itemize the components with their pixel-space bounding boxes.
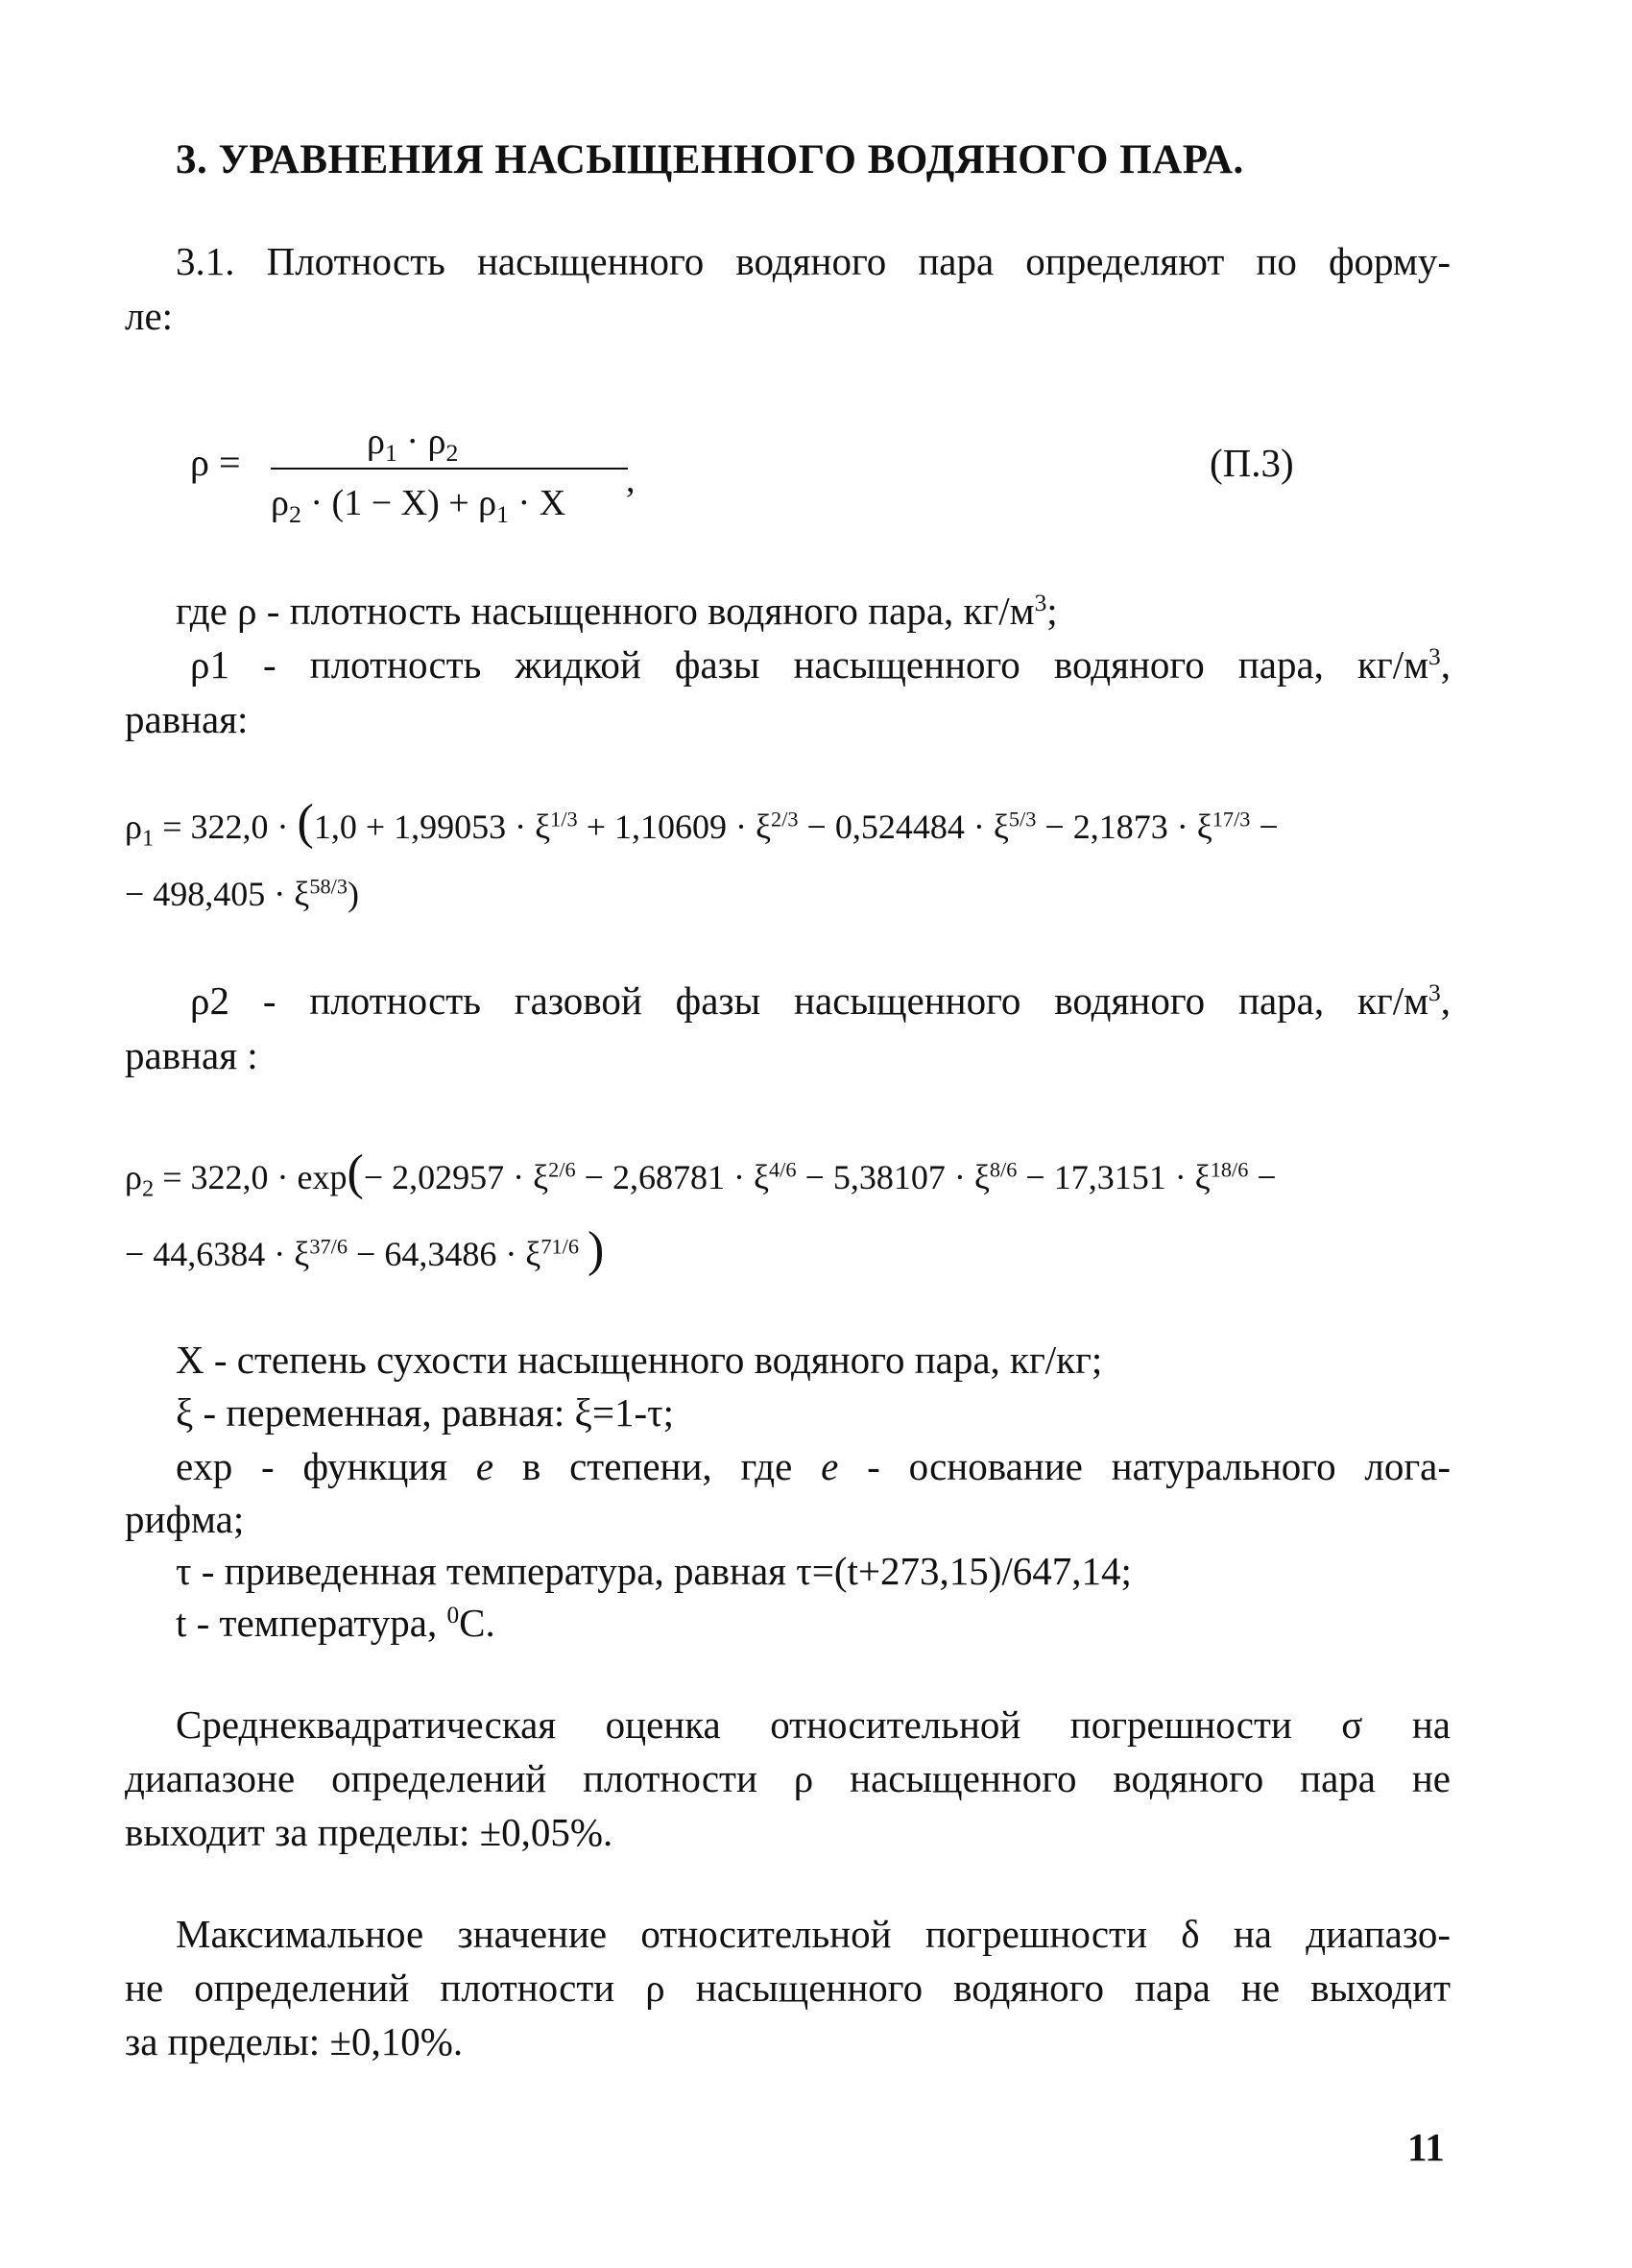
page-number: 11 — [1407, 2125, 1445, 2169]
definition-X: X - степень сухости насыщенного водяного пара, кг/кг; — [176, 1338, 1103, 1382]
paragraph-3-1-line-1: 3.1. Плотность насыщенного водяного пара определяют по форму- — [176, 239, 1451, 283]
paragraph-3-1-line-2: ле: — [125, 294, 174, 338]
formula-p3-numerator: $\rho_1 \cdot \rho_2$ — [367, 422, 459, 467]
paragraph-sigma-line-1: Среднеквадратическая оценка относительной погрешности σ на — [176, 1702, 1451, 1747]
equation-rho1-line-1: $\rho_1 = 322,0 \cdot (1,0 + 1,99053 \cdot \xi^{1/3} + 1,10609 \cdot \xi^{2/3} - 0,524484 \cdot \xi^{5/3} - 2,1873 \cdot \xi^{17/3}$ − — [125, 795, 1279, 852]
paragraph-sigma-line-2: диапазоне определений плотности ρ насыщенного водяного пара не — [125, 1756, 1451, 1800]
definition-xi: ξ - переменная, равная: ξ=1-τ; — [176, 1390, 674, 1435]
definition-rho: где ρ - плотность насыщенного водяного пара, $кг/м^3$; — [176, 589, 1058, 633]
formula-p3-lhs: ρ = — [190, 441, 241, 484]
equation-rho2-line-1: $\rho_2 = 322,0 \cdot \exp(- 2,02957 \cdot \xi^{2/6} - 2,68781 \cdot \xi^{4/6} - 5,38107 \cdot \xi^{8/6} - 17,3151 \cdot \xi^{18/6}$ − — [125, 1146, 1277, 1202]
definition-t: t - температура, $^0$С. — [176, 1601, 495, 1645]
definition-rho2-line-1: ρ2 - плотность газовой фазы насыщенного водяного пара, $кг/м^3$, — [190, 978, 1451, 1023]
definition-rho1-line-1: ρ1 - плотность жидкой фазы насыщенного водяного пара, $кг/м^3$, — [190, 642, 1451, 687]
equation-rho2-line-2: − $44,6384 \cdot \xi^{37/6} - 64,3486 \cdot \xi^{71/6}$ ) — [125, 1222, 605, 1277]
paragraph-delta-line-2: не определений плотности ρ насыщенного водяного пара не выходит — [125, 1966, 1451, 2010]
definition-tau: τ - приведенная температура, равная τ=(t+273,15)/647,14; — [176, 1549, 1132, 1593]
formula-p3-label: (П.3) — [1210, 441, 1294, 485]
fraction-bar — [271, 468, 628, 470]
definition-rho2-line-2: равная : — [125, 1033, 258, 1077]
paragraph-delta-line-1: Максимальное значение относительной погрешности δ на диапазо- — [176, 1912, 1451, 1956]
paragraph-delta-line-3: за пределы: ±0,10%. — [125, 2019, 464, 2063]
paragraph-sigma-line-3: выходит за пределы: ±0,05%. — [125, 1810, 613, 1854]
definition-rho1-line-2: равная: — [125, 697, 249, 741]
equation-rho1-line-2: − $498,405 \cdot \xi^{58/3}$) — [125, 874, 360, 913]
formula-p3-denominator: $\rho_2 \cdot (1 - X) + \rho_1 \cdot X$ — [271, 483, 566, 528]
section-heading: 3. УРАВНЕНИЯ НАСЫЩЕННОГО ВОДЯНОГО ПАРА. — [176, 137, 1244, 182]
definition-exp-line-2: рифма; — [125, 1497, 245, 1541]
formula-p3-comma: , — [626, 460, 636, 500]
definition-exp-line-1: exp - функция e в степени, где e - основание натурального лога- — [176, 1444, 1451, 1488]
